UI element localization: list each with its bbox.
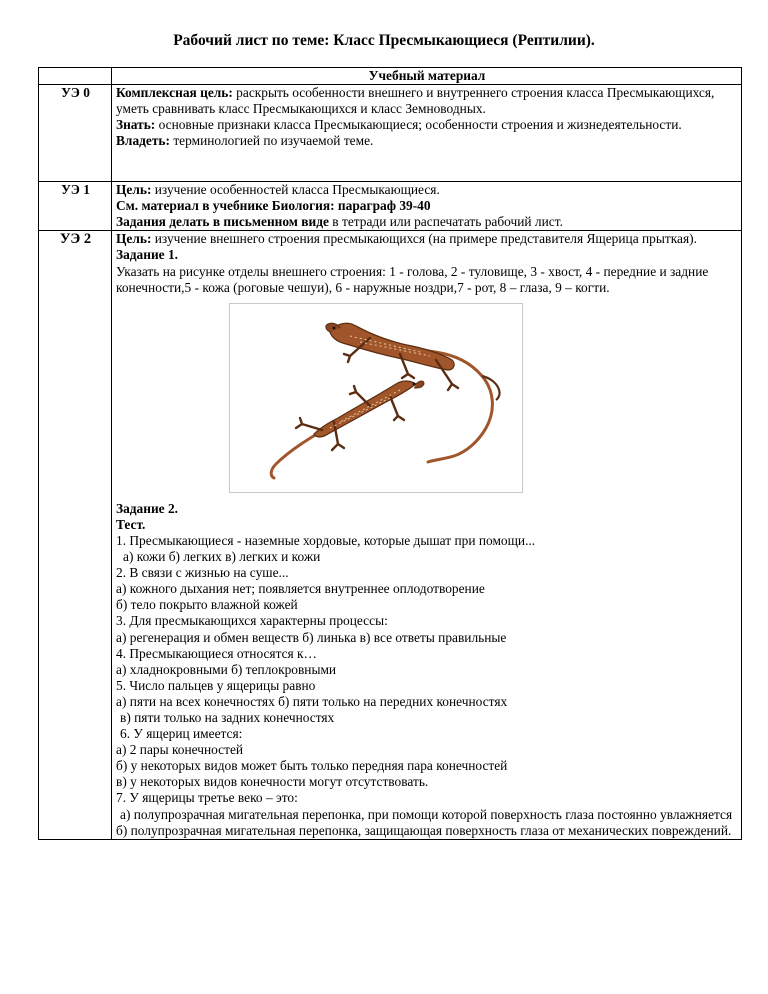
question-4: 4. Пресмыкающиеся относятся к… xyxy=(116,645,317,661)
question-5-options-ab: а) пяти на всех конечностях б) пяти только на передних конечностях xyxy=(116,693,508,709)
ue0-know xyxy=(116,117,738,133)
question-3: 3. Для пресмыкающихся характерны процессы: xyxy=(116,613,388,629)
question-2-option-b: б) тело покрыто влажной кожей xyxy=(116,597,298,613)
question-3-options: а) регенерация и обмен веществ б) линька в) все ответы правильные xyxy=(116,629,507,645)
table-row-ue2 xyxy=(39,231,742,839)
task2-title: Задание 2. xyxy=(116,500,178,516)
question-6-option-a: а) 2 пары конечностей xyxy=(116,742,244,758)
ue2-goal-label: Цель: xyxy=(116,231,152,247)
ue2-goal-text: изучение внешнего строения пресмыкающихся (на примере представителя Ящерица прыткая). xyxy=(151,231,697,247)
ue0-label: УЭ 0 xyxy=(39,85,112,182)
question-7-option-a: а) полупрозрачная мигательная перепонка, при помощи которой поверхность глаза постоянно увлажняется xyxy=(120,806,733,822)
ue1-tasks-bold: Задания делать в письменном виде xyxy=(116,214,329,230)
ue1-tasks xyxy=(116,214,738,230)
ue1-see-material: См. материал в учебнике Биология: параграф 39-40 xyxy=(116,198,431,214)
question-6: 6. У ящериц имеется: xyxy=(120,726,243,742)
question-1-options: а) кожи б) легких в) легких и кожи xyxy=(123,549,321,565)
question-5: 5. Число пальцев у ящерицы равно xyxy=(116,677,316,693)
ue2-label: УЭ 2 xyxy=(39,231,112,839)
page-title: Рабочий лист по теме: Класс Пресмыкающиеся (Рептилии). xyxy=(173,32,595,49)
question-5-option-c: в) пяти только на задних конечностях xyxy=(120,709,335,725)
ue1-goal-text: изучение особенностей класса Пресмыкающиеся. xyxy=(151,182,440,198)
lizard-figure xyxy=(229,303,523,493)
task1-title: Задание 1. xyxy=(116,247,178,263)
table-row-ue0 xyxy=(39,85,742,182)
ue0-know-text: основные признаки класса Пресмыкающиеся; особенности строения и жизнедеятельности. xyxy=(155,117,682,133)
question-7: 7. У ящерицы третье веко – это: xyxy=(116,790,298,806)
lizard-lower xyxy=(271,381,424,478)
question-2: 2. В связи с жизнью на суше... xyxy=(116,565,289,581)
ue2-content xyxy=(112,231,742,839)
question-6-option-c: в) у некоторых видов конечности могут отсутствовать. xyxy=(116,774,429,790)
question-1: 1. Пресмыкающиеся - наземные хордовые, которые дышат при помощи... xyxy=(116,532,536,548)
ue1-label: УЭ 1 xyxy=(39,182,112,231)
table-row-ue1 xyxy=(39,182,742,231)
ue1-goal xyxy=(116,182,738,198)
ue0-know-label: Знать: xyxy=(116,117,156,133)
ue0-own-label: Владеть: xyxy=(116,133,170,149)
lizard-illustration xyxy=(230,304,522,492)
question-2-option-a: а) кожного дыхания нет; появляется внутреннее оплодотворение xyxy=(116,581,485,597)
worksheet-table xyxy=(38,67,742,840)
ue0-content xyxy=(112,85,742,182)
ue0-own xyxy=(116,133,738,149)
ue0-goal xyxy=(116,85,738,117)
ue0-own-text: терминологией по изучаемой теме. xyxy=(169,133,374,149)
ue2-goal xyxy=(116,231,738,247)
table-header-row xyxy=(39,68,742,85)
ue0-goal-text: раскрыть особенности внешнего и внутреннего строения класса Пресмыкающихся, уметь сравнивать класс Пресмыкающихся и класс Земноводных. xyxy=(116,85,715,117)
ue1-goal-label: Цель: xyxy=(116,182,152,198)
task1-text: Указать на рисунке отделы внешнего строения: 1 - голова, 2 - туловище, 3 - хвост, 4 - передние и задние конечности,5 - кожа (роговые чешуи), 6 - наружные ноздри,7 - рот, 8 – глаза, 9 – когти. xyxy=(116,263,709,295)
table-header: Учебный материал xyxy=(112,68,742,85)
question-4-options: а) хладнокровными б) теплокровными xyxy=(116,661,337,677)
test-title: Тест. xyxy=(116,516,146,532)
header-empty-cell xyxy=(39,68,112,85)
ue1-tasks-text: в тетради или распечатать рабочий лист. xyxy=(328,214,563,230)
ue1-content xyxy=(112,182,742,231)
question-7-option-b: б) полупрозрачная мигательная перепонка, защищающая поверхность глаза от механических повреждений. xyxy=(116,822,732,838)
question-6-option-b: б) у некоторых видов может быть только передняя пара конечностей xyxy=(116,758,508,774)
ue0-goal-label: Комплексная цель: xyxy=(116,85,233,101)
